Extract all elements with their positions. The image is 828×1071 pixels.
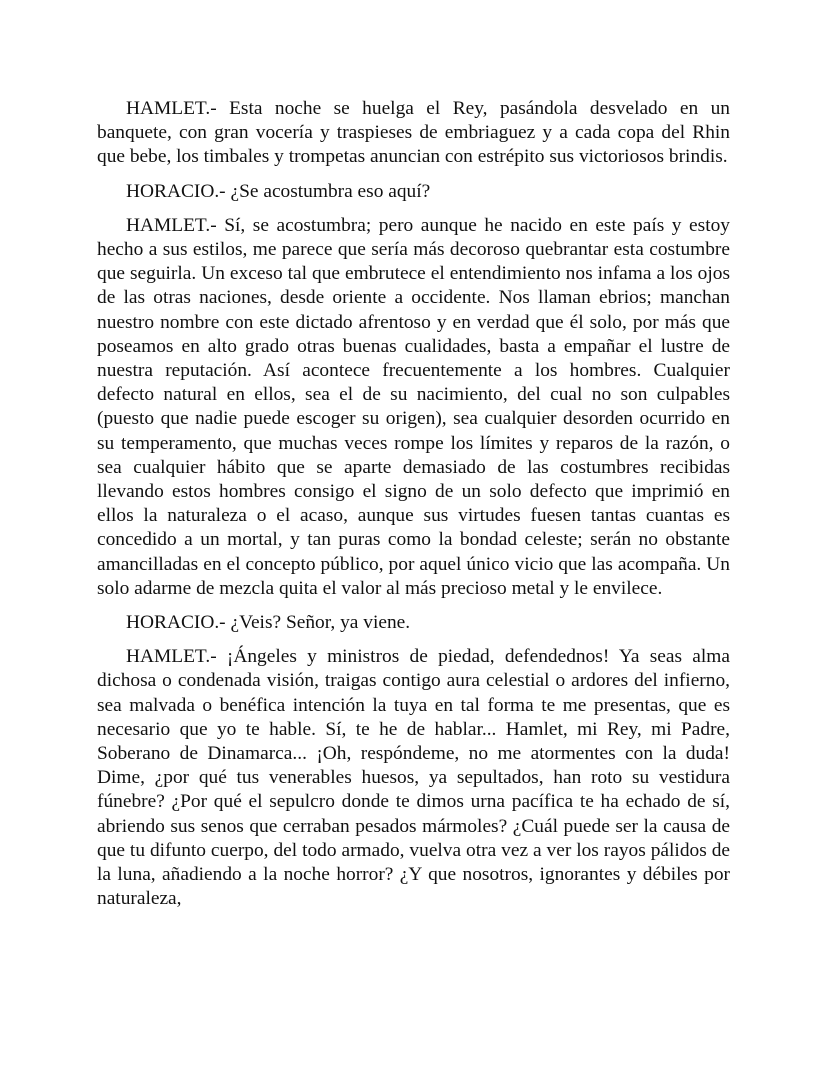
hamlet-speech-2: HAMLET.- Sí, se acostumbra; pero aunque he nacido en este país y estoy hecho a sus estilos, me parece que sería más decoroso quebrantar esta costumbre que seguirla. Un exceso tal que embrutece el entendimiento nos infama a los ojos de las otras naciones, desde oriente a occidente. Nos llaman ebrios; manchan nuestro nombre con este dictado afrentoso y en verdad que él solo, por más que poseamos en alto grado otras buenas cualidades, basta a empañar el lustre de nuestra reputación. Así acontece frecuentemente a los hombres. Cualquier defecto natural en ellos, sea el de su nacimiento, del cual no son culpables (puesto que nadie puede escoger su origen), sea cualquier desorden ocurrido en su temperamento, que muchas veces rompe los límites y reparos de la razón, o sea cualquier hábito que se aparte demasiado de las costumbres recibidas llevando estos hombres consigo el signo de un solo defecto que imprimió en ellos la naturaleza o el acaso, aunque sus virtudes fuesen tantas cuantas es concedido a un mortal, y tan puras como la bondad celeste; serán no obstante amancilladas en el concepto público, por aquel único vicio que las acompaña. Un solo adarme de mezcla quita el valor al más precioso metal y le envilece. (97, 214, 730, 599)
horacio-speech-1: HORACIO.- ¿Se acostumbra eso aquí? (126, 180, 431, 202)
hamlet-speech-1: HAMLET.- Esta noche se huelga el Rey, pasándola desvelado en un banquete, con gran vocería y traspieses de embriaguez y a cada copa del Rhin que bebe, los timbales y trompetas anuncian con estrépito sus victoriosos brindis. (97, 98, 730, 168)
horacio-speech-2: HORACIO.- ¿Veis? Señor, ya viene. (126, 612, 411, 634)
document-page (97, 97, 730, 912)
hamlet-speech-3: HAMLET.- ¡Ángeles y ministros de piedad, defendednos! Ya seas alma dichosa o condenada visión, traigas contigo aura celestial o ardores del infierno, sea malvada o benéfica intención la tuya en tal forma te me presentas, que es necesario que yo te hable. Sí, te he de hablar... Hamlet, mi Rey, mi Padre, Soberano de Dinamarca... ¡Oh, respóndeme, no me atormentes con la duda! Dime, ¿por qué tus venerables huesos, ya sepultados, han roto su vestidura fúnebre? ¿Por qué el sepulcro donde te dimos urna pacífica te ha echado de sí, abriendo sus senos que cerraban pesados mármoles? ¿Cuál puede ser la causa de que tu difunto cuerpo, del todo armado, vuelva otra vez a ver los rayos pálidos de la luna, añadiendo a la noche horror? ¿Y que nosotros, ignorantes y débiles por naturaleza, (97, 646, 730, 910)
